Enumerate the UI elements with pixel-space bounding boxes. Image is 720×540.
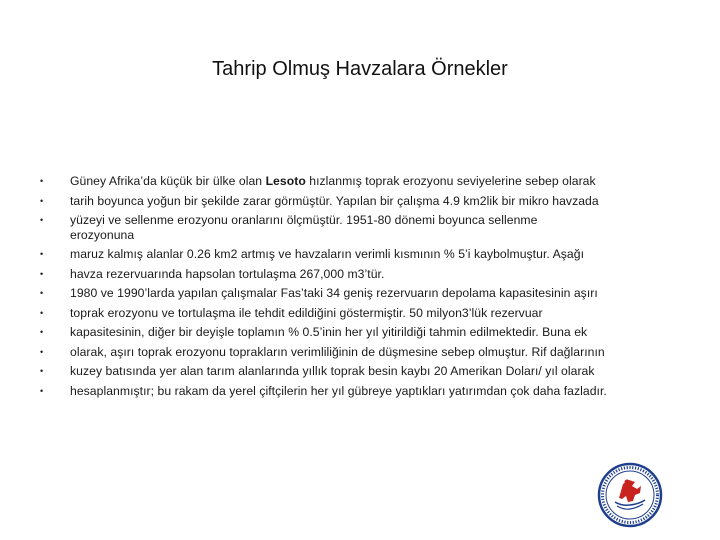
bullet-icon: •	[40, 215, 44, 225]
slide-title: Tahrip Olmuş Havzalara Örnekler	[212, 58, 508, 80]
bullet-text: yüzeyi ve sellenme erozyonu oranlarını ölçmüştür. 1951-80 dönemi boyunca sellenme erozyonuna	[70, 213, 538, 242]
bullet-text: 1980 ve 1990’larda yapılan çalışmalar Fas’taki 34 geniş rezervuarın depolama kapasitesinin aşırı	[70, 286, 598, 300]
university-seal-icon	[597, 462, 663, 528]
bullet-item	[40, 192, 690, 212]
bullet-icon: •	[40, 176, 44, 186]
bullet-text: toprak erozyonu ve tortulaşma ile tehdit edildiğini göstermiştir. 50 milyon3’lük rezervuar	[70, 305, 543, 320]
bullet-item	[40, 265, 690, 285]
bullet-text: olarak, aşırı toprak erozyonu toprakların verimliliğinin de düşmesine sebep olmuştur. Rif dağlarının	[70, 344, 605, 359]
bullet-list	[40, 172, 690, 401]
bullet-icon: •	[40, 307, 44, 318]
bullet-item	[40, 382, 690, 402]
bullet-icon: •	[40, 195, 44, 206]
bullet-item	[40, 362, 690, 382]
bullet-item	[40, 323, 690, 343]
bullet-icon: •	[40, 346, 44, 357]
bullet-item	[40, 284, 690, 304]
bullet-text: kuzey batısında yer alan tarım alanlarında yıllık toprak besin kaybı 20 Amerikan Doları/ yıl olarak	[70, 364, 595, 378]
bullet-icon: •	[40, 327, 44, 337]
bullet-icon: •	[40, 385, 44, 396]
bullet-icon: •	[40, 249, 44, 259]
bullet-text: havza rezervuarında hapsolan tortulaşma 267,000 m3’tür.	[70, 266, 385, 281]
bullet-item	[40, 211, 690, 245]
bullet-icon: •	[40, 366, 44, 376]
bullet-text: tarih boyunca yoğun bir şekilde zarar görmüştür. Yapılan bir çalışma 4.9 km2lik bir mikro havzada	[70, 193, 599, 208]
bullet-text: hesaplanmıştır; bu rakam da yerel çiftçilerin her yıl gübreye yaptıkları yatırımdan çok daha fazladır.	[70, 383, 607, 398]
bullet-icon: •	[40, 268, 44, 279]
bullet-text: Güney Afrika’da küçük bir ülke olan Lesoto hızlanmış toprak erozyonu seviyelerine sebep olarak	[70, 174, 596, 188]
bullet-item	[40, 343, 690, 363]
bullet-item	[40, 304, 690, 324]
bullet-item	[40, 172, 690, 192]
bullet-item	[40, 245, 690, 265]
bullet-text: kapasitesinin, diğer bir deyişle toplamın % 0.5’inin her yıl yitirildiği tahmin edilmektedir. Buna ek	[70, 325, 588, 339]
bullet-text: maruz kalmış alanlar 0.26 km2 artmış ve havzaların verimli kısmının % 5’i kaybolmuştur. Aşağı	[70, 247, 584, 261]
bullet-icon: •	[40, 288, 44, 298]
